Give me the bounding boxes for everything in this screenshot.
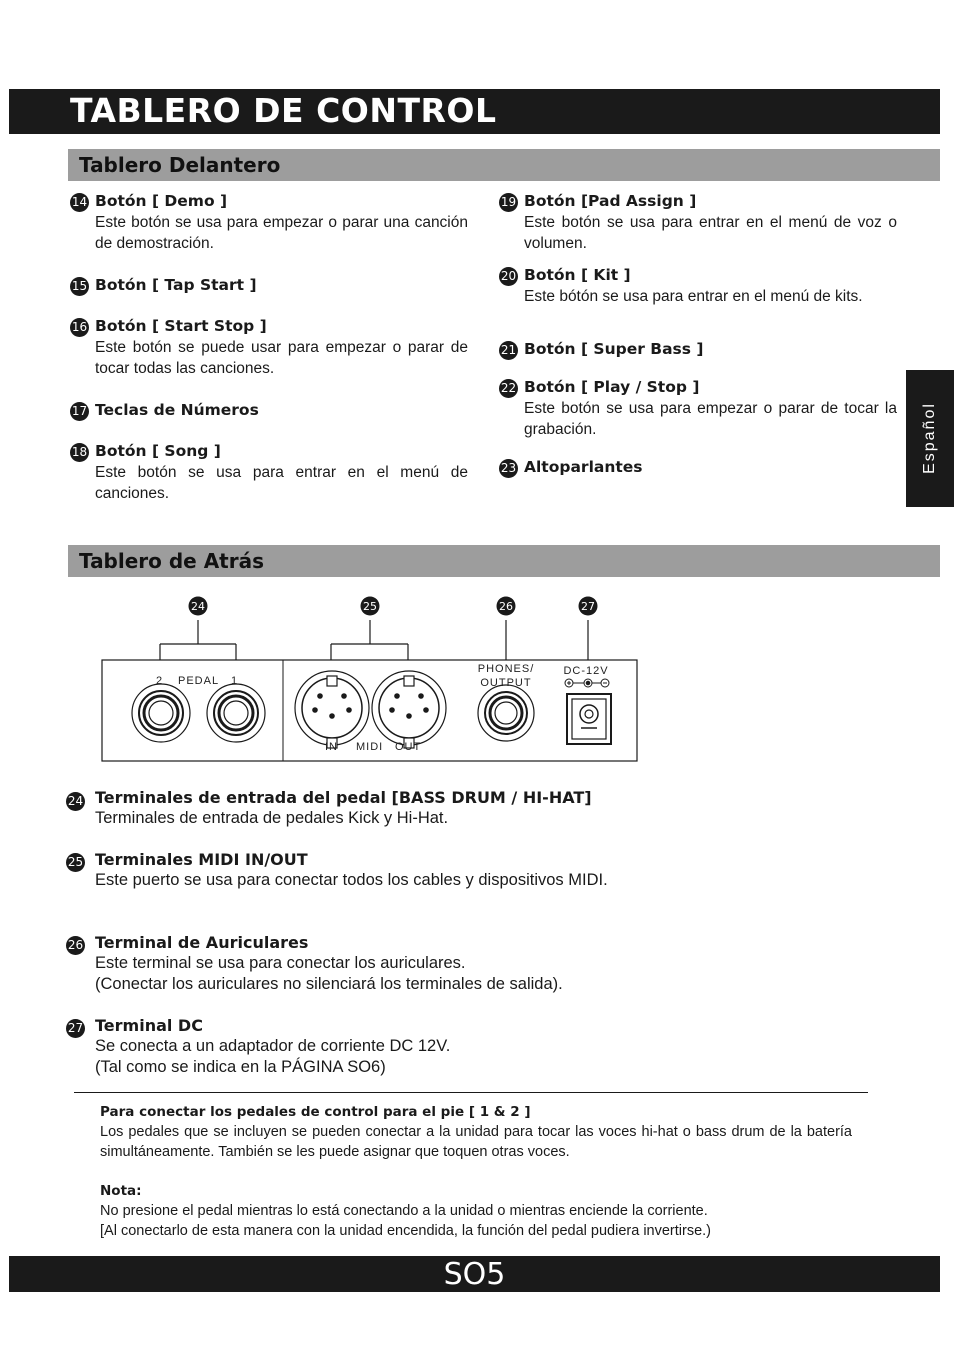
item-heading: Botón [ Tap Start ] bbox=[95, 276, 257, 294]
midi-out-label: OUT bbox=[395, 741, 422, 753]
item-description: Este bótón se usa para entrar en el menú de kits. bbox=[524, 288, 863, 305]
title-bar bbox=[9, 89, 940, 134]
callout-27 bbox=[579, 597, 598, 616]
note-text: [Al conectarlo de esta manera con la unidad encendida, la función del pedal pudiera invertirse.) bbox=[100, 1223, 711, 1239]
number-badge-17: 17 bbox=[70, 402, 89, 421]
note-heading: Nota: bbox=[100, 1183, 142, 1199]
page-number: SO5 bbox=[443, 1257, 506, 1292]
divider bbox=[74, 1092, 868, 1093]
item-description: Este botón se puede usar para empezar o parar de tocar todas las canciones. bbox=[95, 339, 468, 377]
number-badge-20: 20 bbox=[499, 267, 518, 286]
language-tab bbox=[906, 370, 954, 507]
list-item-tap-start bbox=[95, 275, 468, 296]
svg-text:25: 25 bbox=[363, 600, 377, 613]
svg-text:24: 24 bbox=[191, 600, 205, 613]
number-badge-21: 21 bbox=[499, 341, 518, 360]
item-description: Este botón se usa para empezar o parar de tocar la grabación. bbox=[524, 400, 897, 438]
item-heading: Teclas de Números bbox=[95, 401, 259, 419]
number-badge-18: 18 bbox=[70, 443, 89, 462]
warning-note bbox=[100, 1181, 852, 1241]
section-header-rear bbox=[68, 545, 940, 577]
pedal-2-label: 2 bbox=[156, 675, 164, 687]
callout-25 bbox=[361, 597, 380, 616]
number-badge-15: 15 bbox=[70, 277, 89, 296]
item-heading: Terminal de Auriculares bbox=[95, 933, 309, 952]
number-badge-16: 16 bbox=[70, 318, 89, 337]
list-item-headphones bbox=[95, 932, 655, 995]
list-item-song bbox=[95, 441, 468, 504]
note-heading: Para conectar los pedales de control para el pie [ 1 & 2 ] bbox=[100, 1104, 531, 1120]
list-item-speakers bbox=[524, 457, 897, 478]
item-description: Terminales de entrada de pedales Kick y Hi-Hat. bbox=[95, 809, 449, 827]
rear-panel-diagram bbox=[95, 590, 640, 765]
list-item-dc bbox=[95, 1015, 655, 1078]
number-badge-26: 26 bbox=[66, 936, 85, 955]
svg-text:27: 27 bbox=[581, 600, 595, 613]
number-badge-23: 23 bbox=[499, 459, 518, 478]
item-description: Este puerto se usa para conectar todos los cables y dispositivos MIDI. bbox=[95, 871, 608, 889]
list-item-number-keys bbox=[95, 400, 468, 421]
callout-26 bbox=[497, 597, 516, 616]
phones-label: PHONES/ bbox=[477, 663, 535, 675]
page-title: TABLERO DE CONTROL bbox=[70, 91, 497, 130]
note-text: Los pedales que se incluyen se pueden conectar a la unidad para tocar las voces hi-hat o bass drum de la batería simultáneamente. También se les puede asignar que toquen otras voces. bbox=[100, 1124, 852, 1160]
number-badge-22: 22 bbox=[499, 379, 518, 398]
footer-bar bbox=[9, 1256, 940, 1292]
pedal-label: PEDAL bbox=[178, 675, 220, 687]
number-badge-19: 19 bbox=[499, 193, 518, 212]
callout-24 bbox=[189, 597, 208, 616]
list-item-start-stop bbox=[95, 316, 468, 379]
item-heading: Terminal DC bbox=[95, 1016, 203, 1035]
item-heading: Botón [ Play / Stop ] bbox=[524, 378, 700, 396]
number-badge-27: 27 bbox=[66, 1019, 85, 1038]
number-badge-24: 24 bbox=[66, 792, 85, 811]
item-heading: Botón [ Kit ] bbox=[524, 266, 631, 284]
item-description: Este botón se usa para empezar o parar una canción de demostración. bbox=[95, 214, 468, 252]
note-text: No presione el pedal mientras lo está conectando a la unidad o mientras enciende la corriente. bbox=[100, 1203, 708, 1219]
item-heading: Terminales de entrada del pedal [BASS DRUM / HI-HAT] bbox=[95, 788, 592, 807]
item-heading: Botón [ Song ] bbox=[95, 442, 221, 460]
section-title-front: Tablero Delantero bbox=[79, 153, 281, 177]
item-description: Este botón se usa para entrar en el menú de voz o volumen. bbox=[524, 214, 897, 252]
number-badge-25: 25 bbox=[66, 853, 85, 872]
dc-label: DC-12V bbox=[563, 665, 609, 677]
list-item-pedal-inputs bbox=[95, 787, 655, 829]
item-heading: Terminales MIDI IN/OUT bbox=[95, 850, 308, 869]
language-tab-label: Español bbox=[921, 402, 938, 474]
list-item-midi bbox=[95, 849, 655, 891]
list-item-super-bass bbox=[524, 339, 897, 360]
item-heading: Altoparlantes bbox=[524, 458, 643, 476]
item-description-note: (Tal como se indica en la PÁGINA SO6) bbox=[95, 1058, 386, 1076]
list-item-pad-assign bbox=[524, 191, 897, 254]
svg-text:26: 26 bbox=[499, 600, 513, 613]
item-description: Este terminal se usa para conectar los auriculares. bbox=[95, 954, 466, 972]
midi-label: MIDI bbox=[356, 741, 384, 753]
item-description-note: (Conectar los auriculares no silenciará los terminales de salida). bbox=[95, 975, 563, 993]
output-label: OUTPUT bbox=[480, 677, 532, 689]
pedal-connection-note bbox=[100, 1102, 852, 1162]
section-header-front bbox=[68, 149, 940, 181]
item-heading: Botón [ Super Bass ] bbox=[524, 340, 704, 358]
list-item-kit bbox=[524, 265, 897, 307]
item-heading: Botón [ Demo ] bbox=[95, 192, 228, 210]
list-item-play-stop bbox=[524, 377, 897, 440]
midi-in-label: IN bbox=[325, 741, 338, 753]
section-title-rear: Tablero de Atrás bbox=[79, 549, 265, 573]
number-badge-14: 14 bbox=[70, 193, 89, 212]
item-heading: Botón [Pad Assign ] bbox=[524, 192, 697, 210]
list-item-demo bbox=[95, 191, 468, 254]
item-description: Se conecta a un adaptador de corriente DC 12V. bbox=[95, 1037, 451, 1055]
item-heading: Botón [ Start Stop ] bbox=[95, 317, 267, 335]
pedal-1-label: 1 bbox=[231, 675, 239, 687]
item-description: Este botón se usa para entrar en el menú de canciones. bbox=[95, 464, 468, 502]
